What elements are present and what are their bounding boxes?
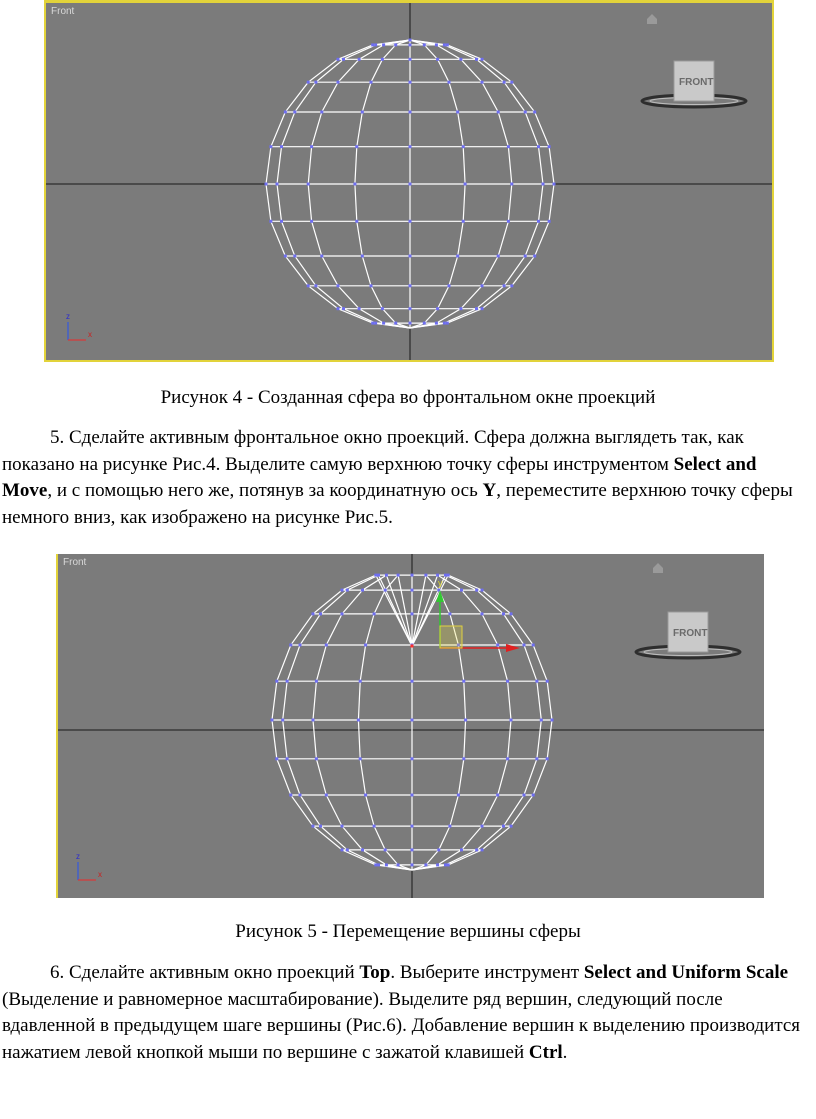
vertex bbox=[523, 644, 526, 647]
vertex bbox=[437, 848, 440, 851]
vertex bbox=[409, 43, 412, 46]
vertex bbox=[276, 183, 279, 186]
vertex bbox=[358, 58, 361, 61]
vertex bbox=[503, 284, 506, 287]
vertex bbox=[374, 43, 377, 46]
vertex bbox=[546, 680, 549, 683]
vertex bbox=[462, 220, 465, 223]
vertex bbox=[506, 680, 509, 683]
vertex bbox=[535, 757, 538, 760]
vertex bbox=[448, 284, 451, 287]
vertex bbox=[359, 680, 362, 683]
vertex bbox=[409, 255, 412, 258]
vertex bbox=[310, 145, 313, 148]
vertex bbox=[448, 612, 451, 615]
vertex bbox=[409, 322, 412, 325]
vertex bbox=[325, 794, 328, 797]
vertex bbox=[312, 825, 315, 828]
vertex bbox=[542, 183, 545, 186]
vertex bbox=[481, 307, 484, 310]
step6-middle: . Выберите инструмент bbox=[390, 962, 584, 983]
vertex bbox=[299, 794, 302, 797]
vertex bbox=[460, 848, 463, 851]
vertex bbox=[436, 58, 439, 61]
step6-prefix: 6. Сделайте активным окно проекций bbox=[50, 962, 360, 983]
vertex bbox=[481, 612, 484, 615]
vertex bbox=[548, 145, 551, 148]
vertex bbox=[357, 719, 360, 722]
step5-suffix: , переместите верхнюю точку сферы немного вниз, как изображено на рисунке Рис.5. bbox=[2, 480, 793, 528]
figure4-caption: Рисунок 4 - Созданная сфера во фронтальном окне проекций bbox=[160, 387, 656, 408]
ctrl-key: Ctrl bbox=[528, 1041, 563, 1063]
vertex bbox=[342, 307, 345, 310]
vertex bbox=[481, 589, 484, 592]
vertex bbox=[481, 848, 484, 851]
viewcube-label: FRONT bbox=[679, 77, 714, 88]
vertex bbox=[481, 81, 484, 84]
vertex bbox=[284, 255, 287, 258]
vertex bbox=[537, 145, 540, 148]
vertex bbox=[481, 58, 484, 61]
vertex bbox=[385, 863, 388, 866]
x-axis-label: x bbox=[98, 870, 102, 879]
vertex bbox=[275, 680, 278, 683]
vertex bbox=[275, 757, 278, 760]
vertex bbox=[370, 284, 373, 287]
vertex bbox=[361, 848, 364, 851]
vertex bbox=[364, 644, 367, 647]
vertex bbox=[462, 680, 465, 683]
vertex bbox=[353, 183, 356, 186]
vertex bbox=[320, 255, 323, 258]
vertex bbox=[523, 794, 526, 797]
vertex bbox=[385, 574, 388, 577]
vertex bbox=[423, 43, 426, 46]
vertex bbox=[381, 58, 384, 61]
vertex bbox=[411, 848, 414, 851]
vertex bbox=[462, 145, 465, 148]
vertex bbox=[411, 612, 414, 615]
vertex bbox=[299, 644, 302, 647]
vertex bbox=[535, 680, 538, 683]
vertex bbox=[506, 757, 509, 760]
vertex bbox=[435, 322, 438, 325]
vertex bbox=[551, 719, 554, 722]
vertex bbox=[475, 589, 478, 592]
vertex bbox=[289, 794, 292, 797]
vertex bbox=[510, 719, 513, 722]
vertex bbox=[359, 757, 362, 760]
vertex bbox=[444, 863, 447, 866]
vertex bbox=[436, 574, 439, 577]
vertex bbox=[444, 574, 447, 577]
vertex bbox=[411, 574, 414, 577]
vertex bbox=[503, 81, 506, 84]
vertex bbox=[409, 58, 412, 61]
vertex bbox=[377, 863, 380, 866]
vertex bbox=[457, 794, 460, 797]
vertex bbox=[496, 794, 499, 797]
vertex bbox=[280, 220, 283, 223]
vertex bbox=[269, 145, 272, 148]
vertex bbox=[507, 220, 510, 223]
move-gizmo-plane bbox=[440, 626, 462, 648]
vertex bbox=[337, 81, 340, 84]
vertex bbox=[384, 589, 387, 592]
vertex bbox=[394, 43, 397, 46]
vertex bbox=[312, 719, 315, 722]
select-and-uniform-scale-tool: Select and Uniform Scale bbox=[583, 962, 789, 983]
home-icon bbox=[653, 563, 663, 573]
vertex bbox=[447, 863, 450, 866]
z-axis-label: z bbox=[66, 312, 70, 321]
vertex bbox=[475, 58, 478, 61]
vertex bbox=[510, 825, 513, 828]
y-axis-label: Y bbox=[482, 480, 497, 501]
vertex bbox=[409, 307, 412, 310]
vertex bbox=[320, 111, 323, 114]
vertex bbox=[374, 322, 377, 325]
step6-suffix: (Выделение и равномерное масштабирование). Выделите ряд вершин, следующий после вдавленной в предыдущем шаге вершины (Рис.6). Добавление вершин к выделению производится нажатием левой кнопкой мыши по вершине с зажатой клавишей bbox=[2, 988, 801, 1063]
vertex bbox=[397, 574, 400, 577]
figure5-caption: Рисунок 5 - Перемещение вершины сферы bbox=[235, 921, 581, 942]
vertex bbox=[373, 612, 376, 615]
vertex bbox=[502, 825, 505, 828]
vertex bbox=[537, 220, 540, 223]
vertex bbox=[507, 145, 510, 148]
vertex bbox=[286, 757, 289, 760]
vertex bbox=[475, 848, 478, 851]
vertex bbox=[370, 81, 373, 84]
vertex bbox=[314, 81, 317, 84]
vertex bbox=[456, 255, 459, 258]
vertex bbox=[377, 574, 380, 577]
vertex bbox=[382, 322, 385, 325]
vertex bbox=[364, 794, 367, 797]
vertex bbox=[448, 81, 451, 84]
vertex bbox=[341, 612, 344, 615]
top-vertex bbox=[409, 39, 412, 42]
vertex bbox=[546, 757, 549, 760]
vertex bbox=[289, 644, 292, 647]
vertex bbox=[481, 825, 484, 828]
vertex bbox=[346, 848, 349, 851]
vertex bbox=[409, 284, 412, 287]
vertex bbox=[265, 183, 268, 186]
vertex bbox=[286, 680, 289, 683]
vertex bbox=[325, 644, 328, 647]
vertex bbox=[411, 589, 414, 592]
vertex bbox=[315, 757, 318, 760]
vertex bbox=[361, 255, 364, 258]
vertex bbox=[355, 145, 358, 148]
vertex bbox=[293, 255, 296, 258]
vertex bbox=[481, 284, 484, 287]
vertex bbox=[411, 794, 414, 797]
vertex bbox=[271, 719, 274, 722]
vertex bbox=[319, 612, 322, 615]
vertex bbox=[553, 183, 556, 186]
vertex bbox=[548, 220, 551, 223]
vertex bbox=[319, 825, 322, 828]
vertex bbox=[394, 322, 397, 325]
viewport-label[interactable]: Front bbox=[63, 557, 87, 568]
vertex bbox=[510, 183, 513, 186]
step6-paragraph bbox=[2, 960, 810, 1066]
vertex bbox=[315, 680, 318, 683]
front-viewport-figure4[interactable] bbox=[44, 0, 774, 362]
vertex bbox=[411, 719, 414, 722]
vertex bbox=[355, 220, 358, 223]
vertex bbox=[409, 111, 412, 114]
vertex bbox=[524, 255, 527, 258]
move-gizmo-y-label: y bbox=[438, 578, 443, 588]
vertex bbox=[475, 307, 478, 310]
vertex bbox=[436, 307, 439, 310]
vertex bbox=[371, 322, 374, 325]
vertex bbox=[497, 255, 500, 258]
vertex bbox=[341, 825, 344, 828]
vertex bbox=[310, 220, 313, 223]
front-viewport-figure5[interactable] bbox=[56, 554, 764, 898]
vertex bbox=[409, 183, 412, 186]
vertex bbox=[446, 322, 449, 325]
vertex bbox=[459, 58, 462, 61]
vertex bbox=[314, 284, 317, 287]
vertex bbox=[459, 307, 462, 310]
vertex bbox=[497, 111, 500, 114]
vertex bbox=[510, 612, 513, 615]
vertex bbox=[424, 574, 427, 577]
vertex bbox=[411, 680, 414, 683]
viewport-label[interactable]: Front bbox=[51, 6, 75, 17]
vertex bbox=[462, 757, 465, 760]
vertex bbox=[443, 322, 446, 325]
vertex bbox=[411, 825, 414, 828]
vertex bbox=[373, 825, 376, 828]
vertex bbox=[533, 111, 536, 114]
vertex bbox=[358, 307, 361, 310]
vertex bbox=[409, 145, 412, 148]
vertex bbox=[540, 719, 543, 722]
step6-end: . bbox=[562, 1041, 568, 1063]
vertex bbox=[307, 183, 310, 186]
z-axis-label: z bbox=[76, 852, 80, 861]
vertex bbox=[361, 589, 364, 592]
vertex bbox=[293, 111, 296, 114]
vertex bbox=[510, 81, 513, 84]
vertex bbox=[337, 58, 340, 61]
vertex bbox=[447, 574, 450, 577]
vertex bbox=[307, 81, 310, 84]
vertex bbox=[346, 589, 349, 592]
vertex bbox=[456, 111, 459, 114]
select-and-move-tool: Select and Move bbox=[2, 453, 757, 501]
vertex bbox=[381, 307, 384, 310]
vertex bbox=[409, 220, 412, 223]
vertex bbox=[460, 589, 463, 592]
vertex bbox=[280, 145, 283, 148]
step5-middle: , и с помощью него же, потянув за координатную ось bbox=[47, 480, 483, 501]
vertex bbox=[281, 719, 284, 722]
vertex bbox=[312, 612, 315, 615]
vertex bbox=[532, 644, 535, 647]
vertex bbox=[510, 284, 513, 287]
vertex bbox=[424, 863, 427, 866]
sphere-wireframe-figure4 bbox=[46, 3, 774, 362]
vertex bbox=[532, 794, 535, 797]
vertex bbox=[464, 719, 467, 722]
x-axis-label: x bbox=[88, 330, 92, 339]
vertex bbox=[371, 43, 374, 46]
vertex bbox=[337, 284, 340, 287]
vertex bbox=[397, 863, 400, 866]
vertex bbox=[423, 322, 426, 325]
vertex bbox=[374, 863, 377, 866]
vertex bbox=[496, 644, 499, 647]
home-icon bbox=[647, 14, 657, 24]
vertex bbox=[464, 183, 467, 186]
vertex bbox=[384, 848, 387, 851]
vertex bbox=[341, 589, 344, 592]
step5-paragraph bbox=[2, 425, 810, 531]
vertex bbox=[436, 863, 439, 866]
vertex bbox=[341, 848, 344, 851]
vertex bbox=[443, 43, 446, 46]
vertex bbox=[284, 111, 287, 114]
vertex bbox=[446, 43, 449, 46]
sphere-wireframe-figure5 bbox=[58, 554, 764, 898]
viewcube-label: FRONT bbox=[673, 628, 708, 639]
vertex bbox=[409, 81, 412, 84]
vertex bbox=[411, 863, 414, 866]
vertex bbox=[374, 574, 377, 577]
vertex bbox=[435, 43, 438, 46]
step5-prefix: 5. Сделайте активным фронтальное окно проекций. Сфера должна выглядеть так, как показано на рисунке Рис.4. Выделите самую верхнюю точку сферы инструментом bbox=[2, 427, 744, 475]
vertex bbox=[307, 284, 310, 287]
vertex bbox=[411, 757, 414, 760]
top-viewport-label: Top bbox=[359, 962, 391, 983]
vertex bbox=[502, 612, 505, 615]
vertex bbox=[269, 220, 272, 223]
vertex bbox=[361, 111, 364, 114]
vertex bbox=[382, 43, 385, 46]
vertex bbox=[533, 255, 536, 258]
top-vertex bbox=[411, 645, 414, 648]
vertex bbox=[524, 111, 527, 114]
vertex bbox=[448, 825, 451, 828]
vertex bbox=[337, 307, 340, 310]
vertex bbox=[342, 58, 345, 61]
